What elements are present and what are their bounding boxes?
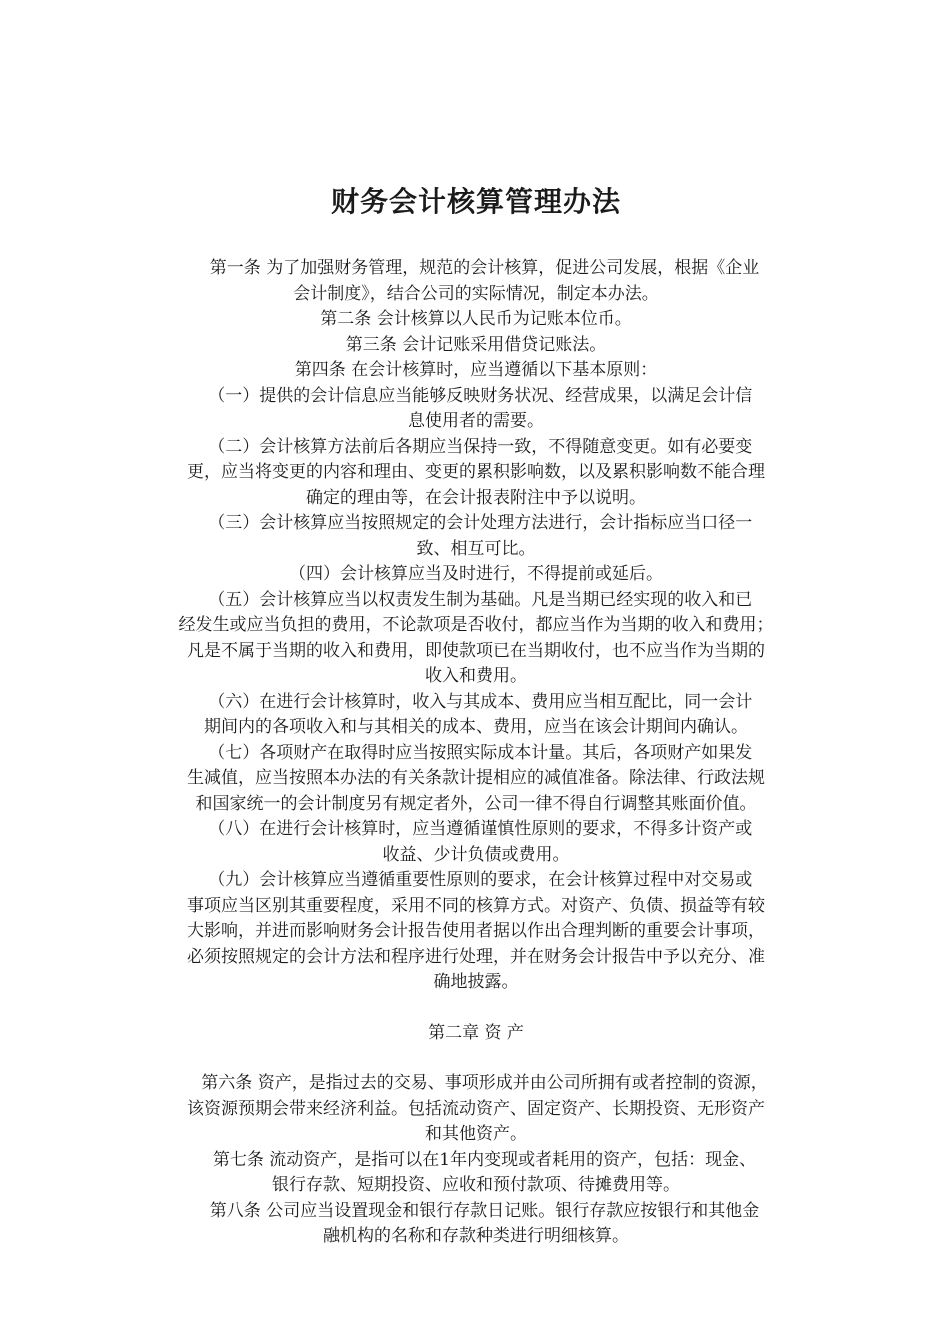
paragraph-line: 经发生或应当负担的费用，不论款项是否收付，都应当作为当期的收入和费用； [178, 615, 774, 635]
paragraph [150, 1148, 802, 1199]
paragraph-line: 确定的理由等，在会计报表附注中予以说明。 [306, 487, 646, 508]
paragraph-line: 会计制度》，结合公司的实际情况，制定本办法。 [293, 283, 659, 304]
paragraph-line: 第二条 会计核算以人民币为记账本位币。 [320, 309, 632, 329]
paragraph [150, 435, 802, 512]
paragraph-line: 必须按照规定的会计方法和程序进行处理，并在财务会计报告中予以充分、准 [187, 946, 765, 967]
paragraph-line: 和其他资产。 [425, 1124, 527, 1144]
paragraph-line: （五）会计核算应当以权责发生制为基础。凡是当期已经实现的收入和已 [199, 589, 753, 610]
chapter-heading: 第二章 资 产 [428, 1022, 524, 1043]
paragraph-line: 第一条 为了加强财务管理，规范的会计核算，促进公司发展，根据《企业 [192, 258, 760, 278]
paragraph [150, 588, 802, 690]
paragraph-line: （一）提供的会计信息应当能够反映财务状况、经营成果，以满足会计信 [199, 385, 753, 406]
paragraph [150, 256, 802, 307]
paragraph-line: 第八条 公司应当设置现金和银行存款日记账。银行存款应按银行和其他金 [192, 1200, 760, 1221]
paragraph [150, 307, 802, 333]
paragraph-line: 第六条 资产，是指过去的交易、事项形成并由公司所拥有或者控制的资源， [184, 1073, 768, 1093]
paragraph-line: 大影响，并进而影响财务会计报告使用者据以作出合理判断的重要会计事项， [187, 921, 765, 941]
paragraph-line: 第三条 会计记账采用借贷记账法。 [345, 334, 607, 355]
paragraph-line: （七）各项财产在取得时应当按照实际成本计量。其后，各项财产如果发 [199, 742, 753, 763]
articles-section-1 [150, 256, 802, 996]
paragraph-line: 该资源预期会带来经济利益。包括流动资产、固定资产、长期投资、无形资产 [187, 1098, 765, 1119]
paragraph-line: 第四条 在会计核算时，应当遵循以下基本原则： [294, 360, 658, 380]
paragraph-line: 息使用者的需要。 [408, 411, 544, 431]
paragraph [150, 333, 802, 359]
paragraph-line: 收入和费用。 [425, 666, 527, 686]
paragraph [150, 741, 802, 818]
articles-section-2 [150, 1071, 802, 1250]
paragraph [150, 868, 802, 996]
paragraph [150, 1199, 802, 1250]
paragraph [150, 690, 802, 741]
paragraph-line: （八）在进行会计核算时，应当遵循谨慎性原则的要求，不得多计资产或 [199, 819, 753, 839]
paragraph-line: 致、相互可比。 [416, 538, 536, 559]
paragraph [150, 817, 802, 868]
paragraph [150, 1071, 802, 1148]
paragraph [150, 562, 802, 588]
paragraph-line: （二）会计核算方法前后各期应当保持一致，不得随意变更。如有必要变 [199, 436, 753, 457]
paragraph-line: 第七条 流动资产，是指可以在1年内变现或者耗用的资产，包括：现金、 [195, 1149, 757, 1170]
document-page [150, 180, 802, 1250]
paragraph [150, 358, 802, 384]
paragraph-line: 融机构的名称和存款种类进行明细核算。 [323, 1226, 629, 1246]
paragraph-line: 凡是不属于当期的收入和费用，即使款项已在当期收付，也不应当作为当期的 [187, 640, 765, 661]
paragraph-line: 银行存款、短期投资、应收和预付款项、待摊费用等。 [272, 1175, 680, 1195]
paragraph-line: （四）会计核算应当及时进行，不得提前或延后。 [289, 564, 663, 584]
paragraph-line: （三）会计核算应当按照规定的会计处理方法进行，会计指标应当口径一 [199, 513, 753, 533]
paragraph [150, 511, 802, 562]
paragraph [150, 384, 802, 435]
paragraph-line: 期间内的各项收入和与其相关的成本、费用，应当在该会计期间内确认。 [204, 717, 748, 737]
paragraph-line: 和国家统一的会计制度另有规定者外，公司一律不得自行调整其账面价值。 [195, 793, 757, 814]
paragraph-line: 确地披露。 [433, 972, 519, 992]
paragraph-line: 更，应当将变更的内容和理由、变更的累积影响数，以及累积影响数不能合理 [187, 462, 765, 482]
paragraph-line: 生减值，应当按照本办法的有关条款计提相应的减值准备。除法律、行政法规 [187, 768, 765, 788]
paragraph-line: （九）会计核算应当遵循重要性原则的要求，在会计核算过程中对交易或 [199, 870, 753, 890]
document-title: 财务会计核算管理办法 [330, 185, 621, 218]
paragraph-line: 事项应当区别其重要程度，采用不同的核算方式。对资产、负债、损益等有较 [187, 895, 765, 916]
paragraph-line: （六）在进行会计核算时，收入与其成本、费用应当相互配比，同一会计 [199, 691, 753, 712]
paragraph-line: 收益、少计负债或费用。 [382, 844, 570, 865]
